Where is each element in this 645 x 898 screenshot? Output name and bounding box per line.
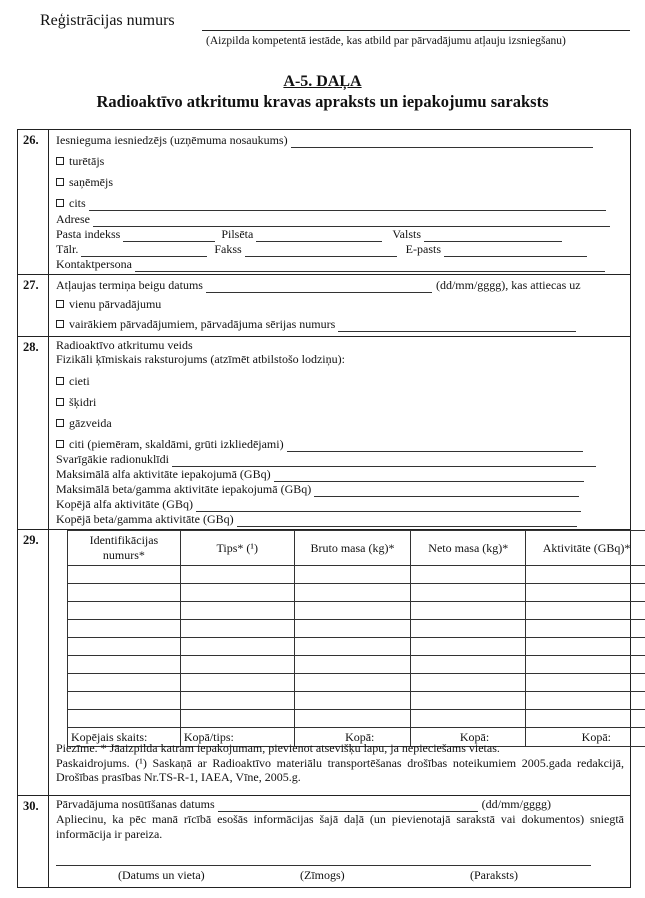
nuclides-label: Svarīgākie radionuklīdi — [56, 452, 169, 466]
registration-note: (Aizpilda kompetentā iestāde, kas atbild par pārvadājumu atļauju izsniegšanu) — [206, 35, 566, 47]
checkbox-single-shipment[interactable] — [56, 300, 64, 308]
table-row — [68, 638, 645, 656]
city-label: Pilsēta — [221, 227, 254, 241]
col-header-net: Neto masa (kg)* — [411, 531, 526, 566]
table-row — [68, 566, 645, 584]
stamp-label: (Zīmogs) — [300, 868, 345, 882]
section-number: 29. — [18, 530, 49, 795]
phone-label: Tālr. — [56, 242, 79, 256]
table-cell[interactable] — [180, 584, 294, 602]
total-alpha-label: Kopējā alfa aktivitāte (GBq) — [56, 497, 193, 511]
single-shipment-label: vienu pārvadājumu — [69, 297, 162, 311]
postal-label: Pasta indekss — [56, 227, 121, 241]
fax-label: Fakss — [214, 242, 242, 256]
holder-label: turētājs — [69, 154, 105, 168]
country-label: Valsts — [392, 227, 422, 241]
max-alpha-field[interactable] — [274, 471, 584, 482]
checkbox-multiple-shipments[interactable] — [56, 320, 64, 328]
table-cell[interactable] — [526, 674, 645, 692]
table-cell[interactable] — [294, 656, 411, 674]
dispatch-label: Pārvadājuma nosūtīšanas datums — [56, 797, 215, 811]
table-cell[interactable] — [294, 692, 411, 710]
applicant-label: Iesnieguma iesniedzējs (uzņēmuma nosaukums) — [56, 133, 288, 147]
physchem-label: Fizikāli ķīmiskais raksturojums (atzīmēt atbilstošo lodziņu): — [56, 352, 345, 366]
section-28 — [18, 337, 630, 530]
total-count-cell[interactable]: Kopējais skaits: — [68, 728, 181, 747]
dispatch-date-field[interactable] — [218, 801, 478, 812]
section-26 — [18, 130, 630, 275]
max-beta-label: Maksimālā beta/gamma aktivitāte iepakojumā (GBq) — [56, 482, 312, 496]
receiver-label: saņēmējs — [69, 175, 113, 189]
table-cell[interactable] — [68, 656, 181, 674]
table-cell[interactable] — [294, 620, 411, 638]
table-explanation: Paskaidrojums. (¹) Saskaņā ar Radioaktīvo materiālu transportēšanas drošības noteikumiem 2005.gada redakcijā, Drošības prasības Nr.TS-R-1, IAEA, Vīne, 2005.g. — [56, 755, 624, 784]
signature-line[interactable] — [56, 865, 591, 866]
expiry-label: Atļaujas termiņa beigu datums — [56, 278, 203, 292]
table-cell[interactable] — [294, 602, 411, 620]
other-form-label: citi (piemēram, skaldāmi, grūti izkliedējami) — [69, 437, 284, 451]
table-cell[interactable] — [68, 602, 181, 620]
city-field[interactable] — [256, 231, 382, 242]
section-27 — [18, 275, 630, 337]
section-number: 30. — [18, 796, 49, 888]
table-cell[interactable] — [411, 656, 526, 674]
packages-table — [67, 530, 645, 747]
contact-field[interactable] — [135, 261, 605, 272]
total-net-cell[interactable]: Kopā: — [411, 728, 526, 747]
nuclides-field[interactable] — [172, 456, 596, 467]
registration-number-label: Reģistrācijas numurs — [40, 12, 175, 29]
country-field[interactable] — [424, 231, 562, 242]
table-row — [68, 620, 645, 638]
table-cell[interactable] — [526, 638, 645, 656]
table-cell[interactable] — [294, 638, 411, 656]
col-header-id: Identifikācijas numurs* — [68, 531, 181, 566]
table-cell[interactable] — [180, 674, 294, 692]
series-number-field[interactable] — [338, 321, 576, 332]
table-cell[interactable] — [526, 656, 645, 674]
checkbox-other-form[interactable] — [56, 440, 64, 448]
gas-label: gāzveida — [69, 416, 112, 430]
waste-type-label: Radioaktīvo atkritumu veids — [56, 338, 193, 352]
form-table — [17, 129, 631, 888]
liquid-label: šķidri — [69, 395, 97, 409]
table-note: Piezīme. * Jāaizpilda katram iepakojumam, pievienot atsevišķu lapu, ja nepieciešams vietas. — [56, 741, 500, 755]
other-label: cits — [69, 196, 86, 210]
email-label: E-pasts — [405, 242, 441, 256]
email-field[interactable] — [444, 246, 587, 257]
table-cell[interactable] — [526, 692, 645, 710]
total-beta-field[interactable] — [237, 516, 577, 527]
address-field[interactable] — [93, 216, 610, 227]
table-row — [68, 692, 645, 710]
registration-number-field[interactable] — [202, 30, 630, 31]
table-row — [68, 656, 645, 674]
table-cell[interactable] — [526, 584, 645, 602]
part-title: A-5. DAĻA — [283, 73, 362, 90]
table-cell[interactable] — [180, 566, 294, 584]
max-beta-field[interactable] — [314, 486, 579, 497]
table-cell[interactable] — [411, 710, 526, 728]
checkbox-other[interactable] — [56, 199, 64, 207]
total-type-cell[interactable]: Kopā/tips: — [180, 728, 294, 747]
form-subtitle: Radioaktīvo atkritumu kravas apraksts un iepakojumu saraksts — [96, 92, 549, 111]
contact-label: Kontaktpersona — [56, 257, 132, 271]
total-gross-cell[interactable]: Kopā: — [294, 728, 411, 747]
total-beta-label: Kopējā beta/gamma aktivitāte (GBq) — [56, 512, 234, 526]
table-row — [68, 674, 645, 692]
section-number: 28. — [18, 337, 49, 529]
checkbox-holder[interactable] — [56, 157, 64, 165]
section-29 — [18, 530, 630, 796]
table-cell[interactable] — [180, 620, 294, 638]
total-alpha-field[interactable] — [196, 501, 581, 512]
table-cell[interactable] — [294, 584, 411, 602]
table-cell[interactable] — [68, 710, 181, 728]
table-cell[interactable] — [68, 674, 181, 692]
table-cell[interactable] — [526, 566, 645, 584]
section-number: 27. — [18, 275, 49, 336]
table-cell[interactable] — [68, 566, 181, 584]
expiry-field[interactable] — [206, 282, 432, 293]
table-cell[interactable] — [180, 692, 294, 710]
table-cell[interactable] — [180, 710, 294, 728]
expiry-suffix: (dd/mm/gggg), kas attiecas uz — [435, 278, 581, 292]
address-label: Adrese — [56, 212, 90, 226]
table-cell[interactable] — [180, 602, 294, 620]
table-cell[interactable] — [411, 602, 526, 620]
table-cell[interactable] — [180, 638, 294, 656]
table-cell[interactable] — [294, 566, 411, 584]
table-cell[interactable] — [68, 638, 181, 656]
table-row — [68, 602, 645, 620]
table-cell[interactable] — [411, 584, 526, 602]
col-header-gross: Bruto masa (kg)* — [294, 531, 411, 566]
table-row — [68, 584, 645, 602]
phone-field[interactable] — [81, 246, 207, 257]
multiple-shipments-label: vairākiem pārvadājumiem, pārvadājuma sērijas numurs — [69, 317, 336, 331]
total-activity-cell[interactable]: Kopā: — [526, 728, 645, 747]
fax-field[interactable] — [245, 246, 397, 257]
table-cell[interactable] — [411, 620, 526, 638]
table-cell[interactable] — [526, 620, 645, 638]
checkbox-solid[interactable] — [56, 377, 64, 385]
table-cell[interactable] — [180, 656, 294, 674]
other-field[interactable] — [89, 200, 606, 211]
section-number: 26. — [18, 130, 49, 274]
certification-text: Apliecinu, ka pēc manā rīcībā esošās informācijas šajā daļā (un pievienotajā sarakstā vai dokumentos) sniegtā informācija ir pareiza. — [56, 812, 624, 841]
table-cell[interactable] — [411, 638, 526, 656]
col-header-activity: Aktivitāte (GBq)* — [526, 531, 645, 566]
checkbox-liquid[interactable] — [56, 398, 64, 406]
checkbox-receiver[interactable] — [56, 178, 64, 186]
date-place-label: (Datums un vieta) — [118, 868, 205, 882]
table-cell[interactable] — [294, 674, 411, 692]
applicant-field[interactable] — [291, 137, 593, 148]
table-row — [68, 710, 645, 728]
table-cell[interactable] — [411, 674, 526, 692]
signature-label: (Paraksts) — [470, 868, 518, 882]
table-cell[interactable] — [526, 602, 645, 620]
solid-label: cieti — [69, 374, 90, 388]
table-cell[interactable] — [68, 692, 181, 710]
table-cell[interactable] — [294, 710, 411, 728]
dispatch-suffix: (dd/mm/gggg) — [481, 797, 551, 811]
table-cell[interactable] — [411, 692, 526, 710]
col-header-type: Tips* (¹) — [180, 531, 294, 566]
other-form-field[interactable] — [287, 441, 583, 452]
table-cell[interactable] — [68, 584, 181, 602]
checkbox-gas[interactable] — [56, 419, 64, 427]
table-cell[interactable] — [68, 620, 181, 638]
table-cell[interactable] — [526, 710, 645, 728]
postal-field[interactable] — [123, 231, 215, 242]
table-cell[interactable] — [411, 566, 526, 584]
max-alpha-label: Maksimālā alfa aktivitāte iepakojumā (GBq) — [56, 467, 271, 481]
